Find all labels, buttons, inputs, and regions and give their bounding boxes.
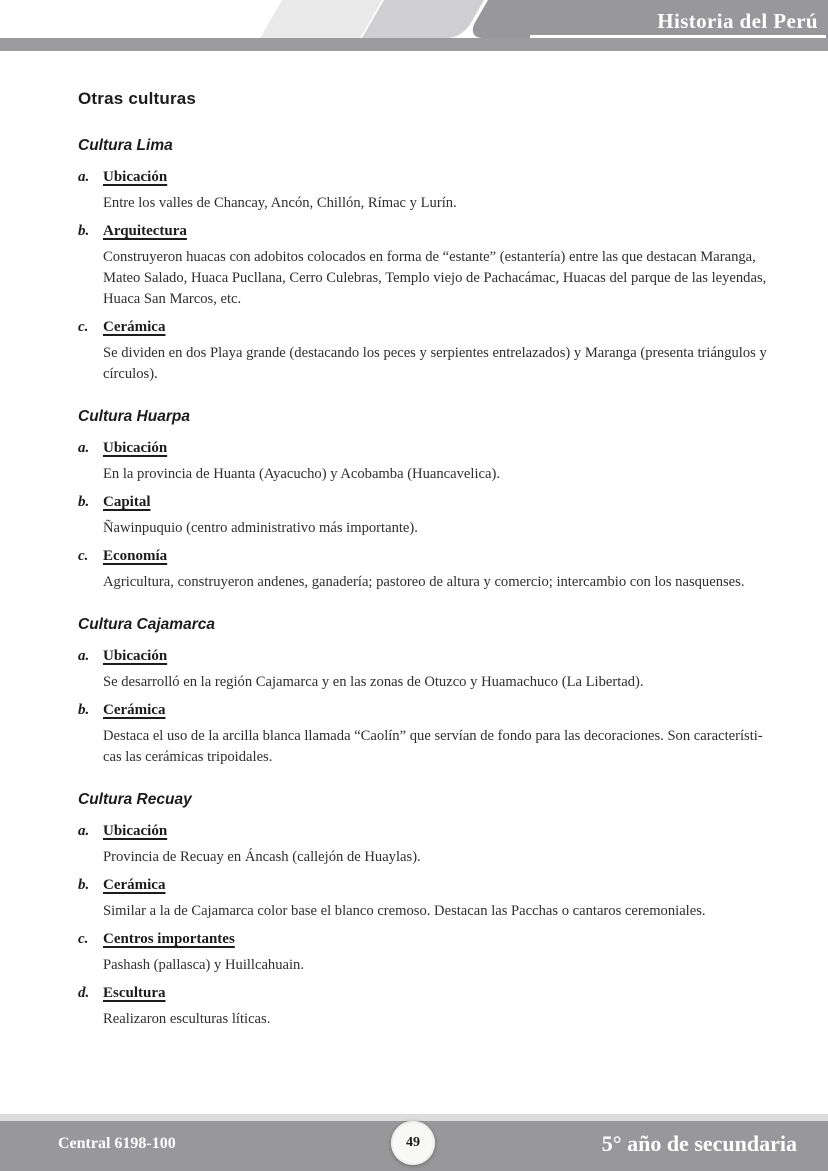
section-cultura-cajamarca bbox=[78, 615, 770, 768]
item-letter: c. bbox=[78, 319, 89, 335]
item-label-escultura: Escultura bbox=[103, 985, 166, 1001]
item-text: Entre los valles de Chancay, Ancón, Chillón, Rímac y Lurín. bbox=[103, 195, 457, 211]
item-text: Pashash (pallasca) y Huillcahuain. bbox=[103, 957, 305, 973]
page-number: 49 bbox=[406, 1135, 420, 1150]
item-text: Realizaron esculturas líticas. bbox=[103, 1011, 271, 1027]
page-content bbox=[0, 51, 828, 1030]
item-label-economia: Economía bbox=[103, 548, 168, 564]
culture-title: Cultura Recuay bbox=[78, 791, 192, 808]
footer-bar bbox=[0, 1121, 828, 1171]
item-letter: a. bbox=[78, 440, 90, 456]
item-letter: b. bbox=[78, 702, 90, 718]
item-label-ubicacion: Ubicación bbox=[103, 648, 168, 664]
header-underline bbox=[530, 35, 826, 38]
item-letter: b. bbox=[78, 223, 90, 239]
header-title: Historia del Perú bbox=[657, 9, 818, 33]
header-stripe-light bbox=[260, 0, 382, 38]
page-footer bbox=[0, 1114, 828, 1171]
culture-title: Cultura Huarpa bbox=[78, 408, 190, 425]
item-label-ubicacion: Ubicación bbox=[103, 823, 168, 839]
footer-phone: Central 6198-100 bbox=[58, 1135, 176, 1152]
list-item bbox=[78, 647, 770, 693]
section-cultura-recuay bbox=[78, 790, 770, 1030]
section-cultura-huarpa bbox=[78, 407, 770, 593]
page-header bbox=[0, 0, 828, 51]
item-text: Similar a la de Cajamarca color base el blanco cremoso. Destacan las Pacchas o cantaros ceremoniales. bbox=[103, 903, 706, 919]
item-label-ceramica: Cerámica bbox=[103, 877, 166, 893]
item-letter: a. bbox=[78, 169, 90, 185]
item-label-capital: Capital bbox=[103, 494, 151, 510]
item-text: Agricultura, construyeron andenes, ganadería; pastoreo de altura y comercio; intercambio con los nasquenses. bbox=[103, 574, 745, 590]
page-title: Otras culturas bbox=[78, 89, 197, 108]
item-letter: a. bbox=[78, 823, 90, 839]
list-item bbox=[78, 222, 770, 310]
item-text: Se desarrolló en la región Cajamarca y en las zonas de Otuzco y Huamachuco (La Libertad). bbox=[103, 674, 644, 690]
item-letter: c. bbox=[78, 548, 89, 564]
list-item bbox=[78, 318, 770, 385]
culture-title: Cultura Lima bbox=[78, 137, 173, 154]
culture-title: Cultura Cajamarca bbox=[78, 616, 215, 633]
footer-stripe bbox=[0, 1114, 828, 1121]
list-item bbox=[78, 701, 770, 768]
item-text: Construyeron huacas con adobitos colocados en forma de “estante” (estantería) entre las que destacan Maranga, Mateo Salado, Huaca Pucllana, Cerro Culebras, Templo viejo de Pachacámac, Huacas del parque de las leyendas, Huaca San Marcos, etc. bbox=[103, 249, 767, 307]
item-text: En la provincia de Huanta (Ayacucho) y Acobamba (Huancavelica). bbox=[103, 466, 500, 482]
item-letter: a. bbox=[78, 648, 90, 664]
list-item bbox=[78, 930, 770, 976]
item-letter: b. bbox=[78, 877, 90, 893]
item-text: Se dividen en dos Playa grande (destacando los peces y serpientes entrelazados) y Maranga (presenta triángulos y círculos). bbox=[103, 345, 767, 382]
item-letter: c. bbox=[78, 931, 89, 947]
item-letter: b. bbox=[78, 494, 90, 510]
section-cultura-lima bbox=[78, 136, 770, 385]
item-letter: d. bbox=[78, 985, 90, 1001]
list-item bbox=[78, 876, 770, 922]
item-label-ceramica: Cerámica bbox=[103, 702, 166, 718]
list-item bbox=[78, 822, 770, 868]
item-text: Destaca el uso de la arcilla blanca llamada “Caolín” que servían de fondo para las decoraciones. Son característi-cas las cerámicas tripoidales. bbox=[103, 728, 763, 765]
item-label-ubicacion: Ubicación bbox=[103, 440, 168, 456]
header-substrip bbox=[0, 38, 828, 51]
item-label-centros-importantes: Centros importantes bbox=[103, 931, 235, 947]
list-item bbox=[78, 547, 770, 593]
item-text: Provincia de Recuay en Áncash (callejón de Huaylas). bbox=[103, 849, 421, 865]
item-label-ubicacion: Ubicación bbox=[103, 169, 168, 185]
list-item bbox=[78, 439, 770, 485]
header-stripe-medium bbox=[362, 0, 484, 38]
list-item bbox=[78, 984, 770, 1030]
page-number-badge bbox=[391, 1121, 435, 1165]
footer-grade: 5° año de secundaria bbox=[601, 1131, 797, 1156]
item-text: Ñawinpuquio (centro administrativo más importante). bbox=[103, 520, 418, 536]
item-label-ceramica: Cerámica bbox=[103, 319, 166, 335]
list-item bbox=[78, 168, 770, 214]
item-label-arquitectura: Arquitectura bbox=[103, 223, 187, 239]
list-item bbox=[78, 493, 770, 539]
